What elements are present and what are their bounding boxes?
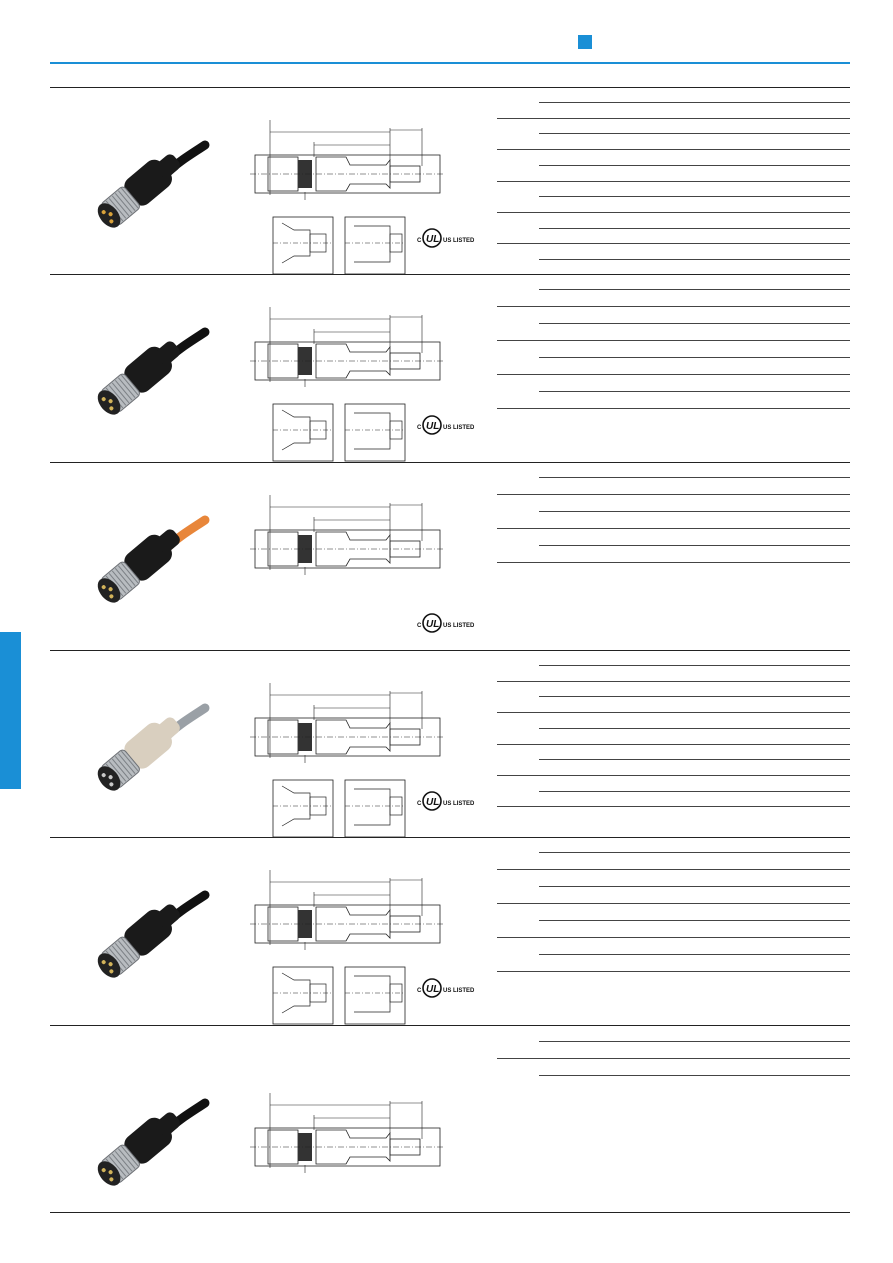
spec-row-line bbox=[539, 920, 850, 921]
spec-row-line bbox=[497, 340, 850, 341]
ul-listed-icon bbox=[415, 227, 479, 249]
product-section bbox=[50, 282, 850, 462]
spec-row-line bbox=[497, 494, 850, 495]
svg-text:UL: UL bbox=[426, 619, 440, 630]
spec-row-line bbox=[497, 937, 850, 938]
spec-row-line bbox=[539, 133, 850, 134]
connector-photo bbox=[50, 850, 220, 1020]
spec-row-line bbox=[497, 528, 850, 529]
spec-row-line bbox=[539, 728, 850, 729]
spec-row-line bbox=[497, 712, 850, 713]
spec-row-line bbox=[539, 665, 850, 666]
spec-row-line bbox=[497, 374, 850, 375]
spec-row-line bbox=[497, 744, 850, 745]
connector-photo bbox=[50, 1058, 220, 1228]
product-section bbox=[50, 658, 850, 838]
section-divider bbox=[50, 87, 850, 88]
spec-row-line bbox=[539, 954, 850, 955]
spec-row-line bbox=[539, 1075, 850, 1076]
svg-text:C: C bbox=[417, 801, 422, 807]
spec-row-line bbox=[497, 806, 850, 807]
ul-listed-icon bbox=[415, 790, 479, 812]
spec-row-line bbox=[497, 212, 850, 213]
spec-row-line bbox=[539, 1041, 850, 1042]
svg-text:US LISTED: US LISTED bbox=[443, 988, 475, 994]
spec-row-line bbox=[539, 545, 850, 546]
spec-row-line bbox=[497, 408, 850, 409]
spec-row-line bbox=[539, 323, 850, 324]
ul-listed-icon bbox=[415, 414, 479, 436]
svg-text:C: C bbox=[417, 988, 422, 994]
spec-row-line bbox=[497, 118, 850, 119]
spec-row-line bbox=[497, 306, 850, 307]
connector-photo bbox=[50, 100, 220, 270]
spec-row-line bbox=[539, 391, 850, 392]
spec-row-line bbox=[497, 149, 850, 150]
spec-row-line bbox=[539, 791, 850, 792]
svg-text:C: C bbox=[417, 623, 422, 629]
svg-text:UL: UL bbox=[426, 234, 440, 245]
svg-text:US LISTED: US LISTED bbox=[443, 425, 475, 431]
spec-row-line bbox=[539, 759, 850, 760]
spec-row-line bbox=[539, 511, 850, 512]
spec-row-line bbox=[539, 696, 850, 697]
spec-row-line bbox=[497, 1058, 850, 1059]
spec-row-line bbox=[497, 243, 850, 244]
spec-row-line bbox=[497, 181, 850, 182]
product-section bbox=[50, 470, 850, 650]
spec-row-line bbox=[539, 886, 850, 887]
connector-photo bbox=[50, 287, 220, 457]
svg-text:UL: UL bbox=[426, 984, 440, 995]
spec-row-line bbox=[539, 228, 850, 229]
spec-row-line bbox=[497, 869, 850, 870]
svg-text:UL: UL bbox=[426, 797, 440, 808]
header-line bbox=[50, 62, 850, 64]
spec-row-line bbox=[539, 102, 850, 103]
header-square-icon bbox=[578, 35, 592, 49]
product-section bbox=[50, 845, 850, 1025]
spec-row-line bbox=[539, 477, 850, 478]
svg-text:C: C bbox=[417, 238, 422, 244]
spec-row-line bbox=[497, 562, 850, 563]
spec-row-line bbox=[497, 775, 850, 776]
side-tab bbox=[0, 632, 21, 789]
spec-row-line bbox=[497, 971, 850, 972]
spec-row-line bbox=[539, 259, 850, 260]
spec-row-line bbox=[539, 289, 850, 290]
svg-text:US LISTED: US LISTED bbox=[443, 623, 475, 629]
svg-text:C: C bbox=[417, 425, 422, 431]
product-section bbox=[50, 95, 850, 275]
spec-row-line bbox=[539, 852, 850, 853]
spec-row-line bbox=[539, 165, 850, 166]
dimension-drawing bbox=[250, 1073, 490, 1253]
spec-row-line bbox=[497, 903, 850, 904]
ul-listed-icon bbox=[415, 977, 479, 999]
svg-text:US LISTED: US LISTED bbox=[443, 801, 475, 807]
connector-photo bbox=[50, 663, 220, 833]
connector-photo bbox=[50, 475, 220, 645]
spec-row-line bbox=[539, 357, 850, 358]
product-section bbox=[50, 1033, 850, 1213]
spec-row-line bbox=[539, 196, 850, 197]
svg-text:UL: UL bbox=[426, 421, 440, 432]
ul-listed-icon bbox=[415, 612, 479, 634]
svg-text:US LISTED: US LISTED bbox=[443, 238, 475, 244]
spec-row-line bbox=[497, 681, 850, 682]
